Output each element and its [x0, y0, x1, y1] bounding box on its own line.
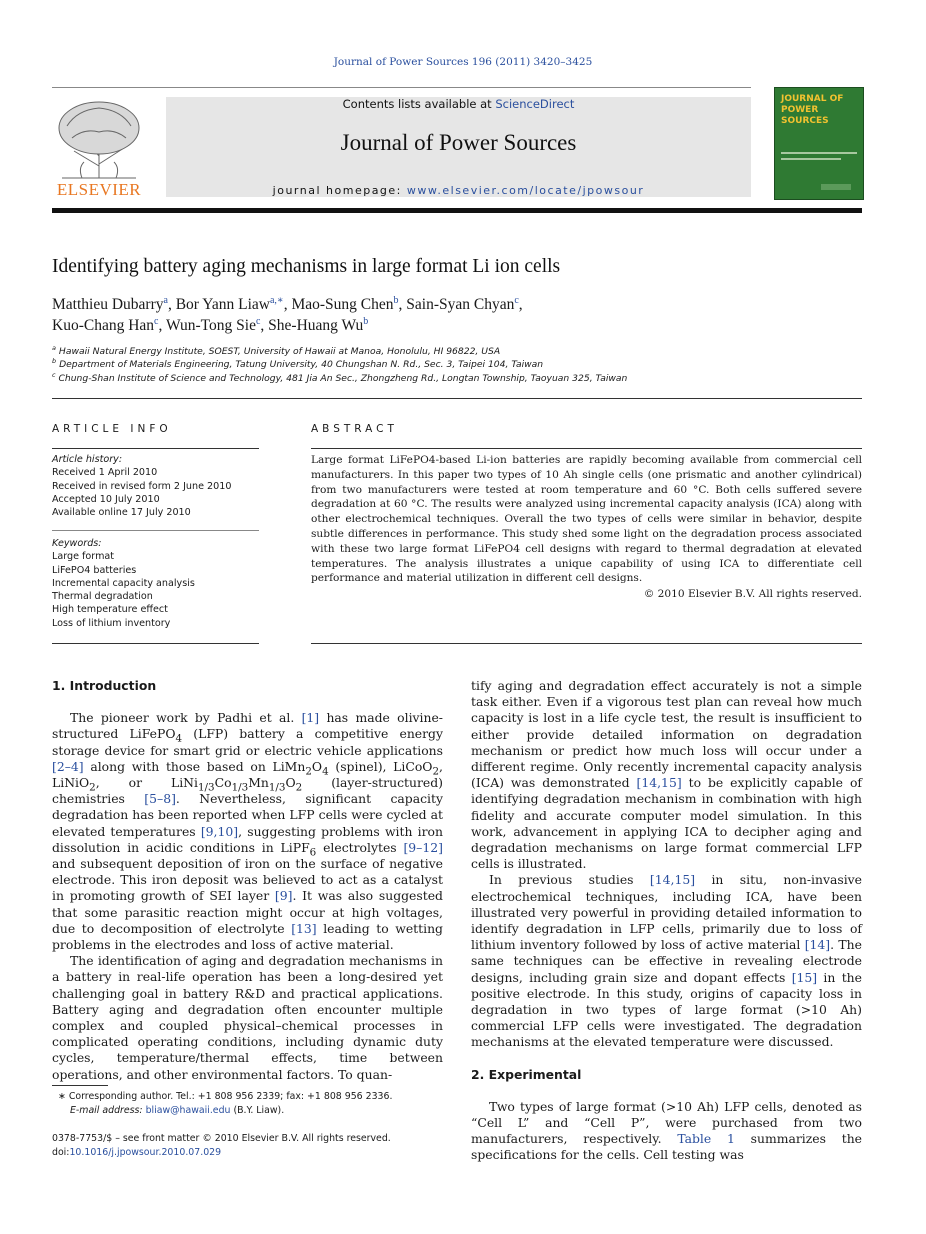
affiliation: $^b$ Department of Materials Engineering, Tatung University, 40 Chungshan N. Rd., Sec. 3, Taipei 104, Taiwan: [52, 357, 544, 371]
author[interactable]: Mao-Sung Chen$^b$: [291, 294, 399, 313]
publisher-name: ELSEVIER: [56, 180, 142, 199]
section-heading-introduction: 1. Introduction: [52, 678, 157, 693]
affiliation: $^a$ Hawaii Natural Energy Institute, SOEST, University of Hawaii at Manoa, Honolulu, HI 96822, USA: [52, 343, 501, 357]
affiliation: $^c$ Chung-Shan Institute of Science and Technology, 481 Jia An Sec., Zhongzheng Rd., Longtan Township, Taoyuan 325, Taiwan: [52, 370, 628, 384]
email-link[interactable]: bliaw@hawaii.edu: [145, 1104, 231, 1116]
section-heading-experimental: 2. Experimental: [471, 1066, 582, 1082]
header-bottom-rule: [52, 208, 862, 213]
journal-reference[interactable]: Journal of Power Sources 196 (2011) 3420–3425: [333, 56, 593, 68]
article-info-heading: ARTICLE INFO: [52, 423, 172, 435]
header-top-rule: [52, 87, 751, 88]
article-info-rule: [52, 530, 259, 531]
author[interactable]: She-Huang Wu$^b$: [268, 315, 369, 334]
affiliations: [52, 345, 862, 385]
footnote-rule: [52, 1085, 108, 1086]
keyword: High temperature effect: [52, 604, 168, 616]
body-left-column: 1. Introduction The pioneer work by Padhi et al. [1] has made olivine-structured LiFePO$_4$ (LFP) battery a competitive energy storage device for smart grid or electric vehicle applications [2–4] along with those based on $LiMn_2O_4$ (spinel), LiCoO$_2$, LiNiO$_2$, or $LiNi_{1/3}Co_{1/3}Mn_{1/3}O_2$ (layer-structured) chemistries [5–8]. Nevertheless, significant capacity degradation has been reported when LFP cells were cycled at elevated temperatures [9,10], suggesting problems with iron dissolution in acidic conditions in LiPF$_6$ electrolytes [9–12] and subsequent deposition of iron on the surface of negative electrode. This iron deposit was believed to act as a catalyst in promoting growth of SEI layer [9]. It was also suggested that some parasitic reaction might occur at high voltages, due to decomposition of electrolyte [13] leading to wetting problems in the electrodes and loss of active material. The identification of aging and degradation mechanisms in a battery in real-life operation has been a long-desired yet challenging goal in battery R&D and practical applications. Battery aging and degradation often encounter multiple complex and coupled physical–chemical processes in complicated operating conditions, including dynamic duty cycles, temperature/thermal effects, time between operations, and other environmental factors. To quan-: [52, 678, 443, 1082]
keyword: LiFePO4 batteries: [52, 564, 137, 576]
issn-doi: 0378-7753/$ – see front matter © 2010 Elsevier B.V. All rights reserved. doi:10.1016/j.jpowsour.2010.07.029: [52, 1133, 391, 1158]
footnote: ∗ Corresponding author. Tel.: +1 808 956 2339; fax: +1 808 956 2336. E-mail address: bliaw@hawaii.edu (B.Y. Liaw).: [58, 1091, 393, 1116]
article-info-rule: [52, 643, 259, 644]
author[interactable]: Sain-Syan Chyan$^c$: [406, 294, 519, 313]
author[interactable]: Kuo-Chang Han$^c$: [52, 315, 159, 334]
author[interactable]: Wun-Tong Sie$^c$: [165, 315, 261, 334]
contents-line: Contents lists available at ScienceDirect: [342, 97, 575, 111]
keyword: Large format: [52, 551, 115, 563]
cover-title: JOURNAL OF POWER SOURCES: [781, 94, 844, 126]
keyword: Incremental capacity analysis: [52, 577, 195, 589]
article-history: Article history: Received 1 April 2010 Received in revised form 2 June 2010 Accepted 10 July 2010 Available online 17 July 2010: [52, 454, 232, 519]
homepage-link[interactable]: www.elsevier.com/locate/jpowsour: [406, 184, 645, 197]
journal-title: Journal of Power Sources: [340, 130, 577, 155]
journal-homepage: journal homepage: www.elsevier.com/locate/jpowsour: [272, 184, 645, 197]
abstract-text: Large format LiFePO4-based Li-ion batteries are rapidly becoming available from commercial cell manufacturers. In this paper two types of 10 Ah single cells (one prismatic and another cylindrical) from two manufacturers were tested at room temperature and 60 °C. Both cells suffered severe degradation at 60 °C. The results were analyzed using incremental capacity analysis (ICA) along with other electrochemical techniques. Overall the two types of cells were similar in behavior, despite subtle differences in performance. This study shed some light on the degradation process associated with these two large format LiFePO4 cell designs with regard to thermal degradation at elevated temperatures. The analysis illustrates a unique capability of using ICA to differentiate cell performance and material utilization in different cell designs.: [311, 454, 862, 585]
article-title: Identifying battery aging mechanisms in large format Li ion cells: [52, 256, 561, 277]
section-divider: [52, 398, 862, 399]
article-info-rule: [52, 448, 259, 449]
abstract-rule: [311, 643, 862, 644]
author[interactable]: Bor Yann Liaw$^{a,∗}$: [175, 294, 284, 313]
keywords: Keywords: Large format LiFePO4 batteries Incremental capacity analysis Thermal degradation High temperature effect Loss of lithium inventory: [52, 537, 259, 630]
copyright: © 2010 Elsevier B.V. All rights reserved.: [643, 588, 862, 600]
doi-link[interactable]: 10.1016/j.jpowsour.2010.07.029: [69, 1146, 222, 1158]
keyword: Thermal degradation: [52, 591, 153, 603]
author-list: Matthieu Dubarry$^a$, Bor Yann Liaw$^{a,∗}$, Mao-Sung Chen$^b$, Sain-Syan Chyan$^c$, Kuo-Chang Han$^c$, Wun-Tong Sie$^c$, She-Huang Wu$^b$: [52, 294, 523, 334]
journal-cover-thumbnail[interactable]: [774, 87, 864, 200]
body-right-column: tify aging and degradation effect accurately is not a simple task either. Even if a vigorous test plan can reveal how much capacity is lost in a life cycle test, the result is insufficient to either provide detailed information on degradation mechanism or predict how much loss will occur under a different regime. Only recently incremental capacity analysis (ICA) was demonstrated [14,15] to be explicitly capable of identifying degradation mechanism in combination with high fidelity and accurate computer model simulation. In this work, advancement in applying ICA to decipher aging and degradation mechanisms on large format commercial LFP cells is illustrated. In previous studies [14,15] in situ, non-invasive electrochemical techniques, including ICA, have been illustrated very powerful in providing detailed information to identify degradation in LFP cells, primarily due to loss of lithium inventory followed by loss of active material [14]. The same techniques can be effective in revealing electrode designs, including grain size and dopant effects [15] in the positive electrode. In this study, origins of capacity loss in degradation in two types of large format (>10 Ah) commercial LFP cells were investigated. The degradation mechanisms at the elevated temperature were discussed. 2. Experimental Two types of large format (>10 Ah) LFP cells, denoted as “Cell L” and “Cell P”, were purchased from two manufacturers, respectively. Table 1 summarizes the specifications for the cells. Cell testing was: [471, 678, 863, 1163]
abstract-rule: [311, 448, 862, 449]
author[interactable]: Matthieu Dubarry$^a$: [52, 294, 168, 313]
keyword: Loss of lithium inventory: [52, 617, 171, 629]
sciencedirect-link[interactable]: ScienceDirect: [495, 97, 575, 111]
abstract-heading: ABSTRACT: [311, 423, 398, 435]
